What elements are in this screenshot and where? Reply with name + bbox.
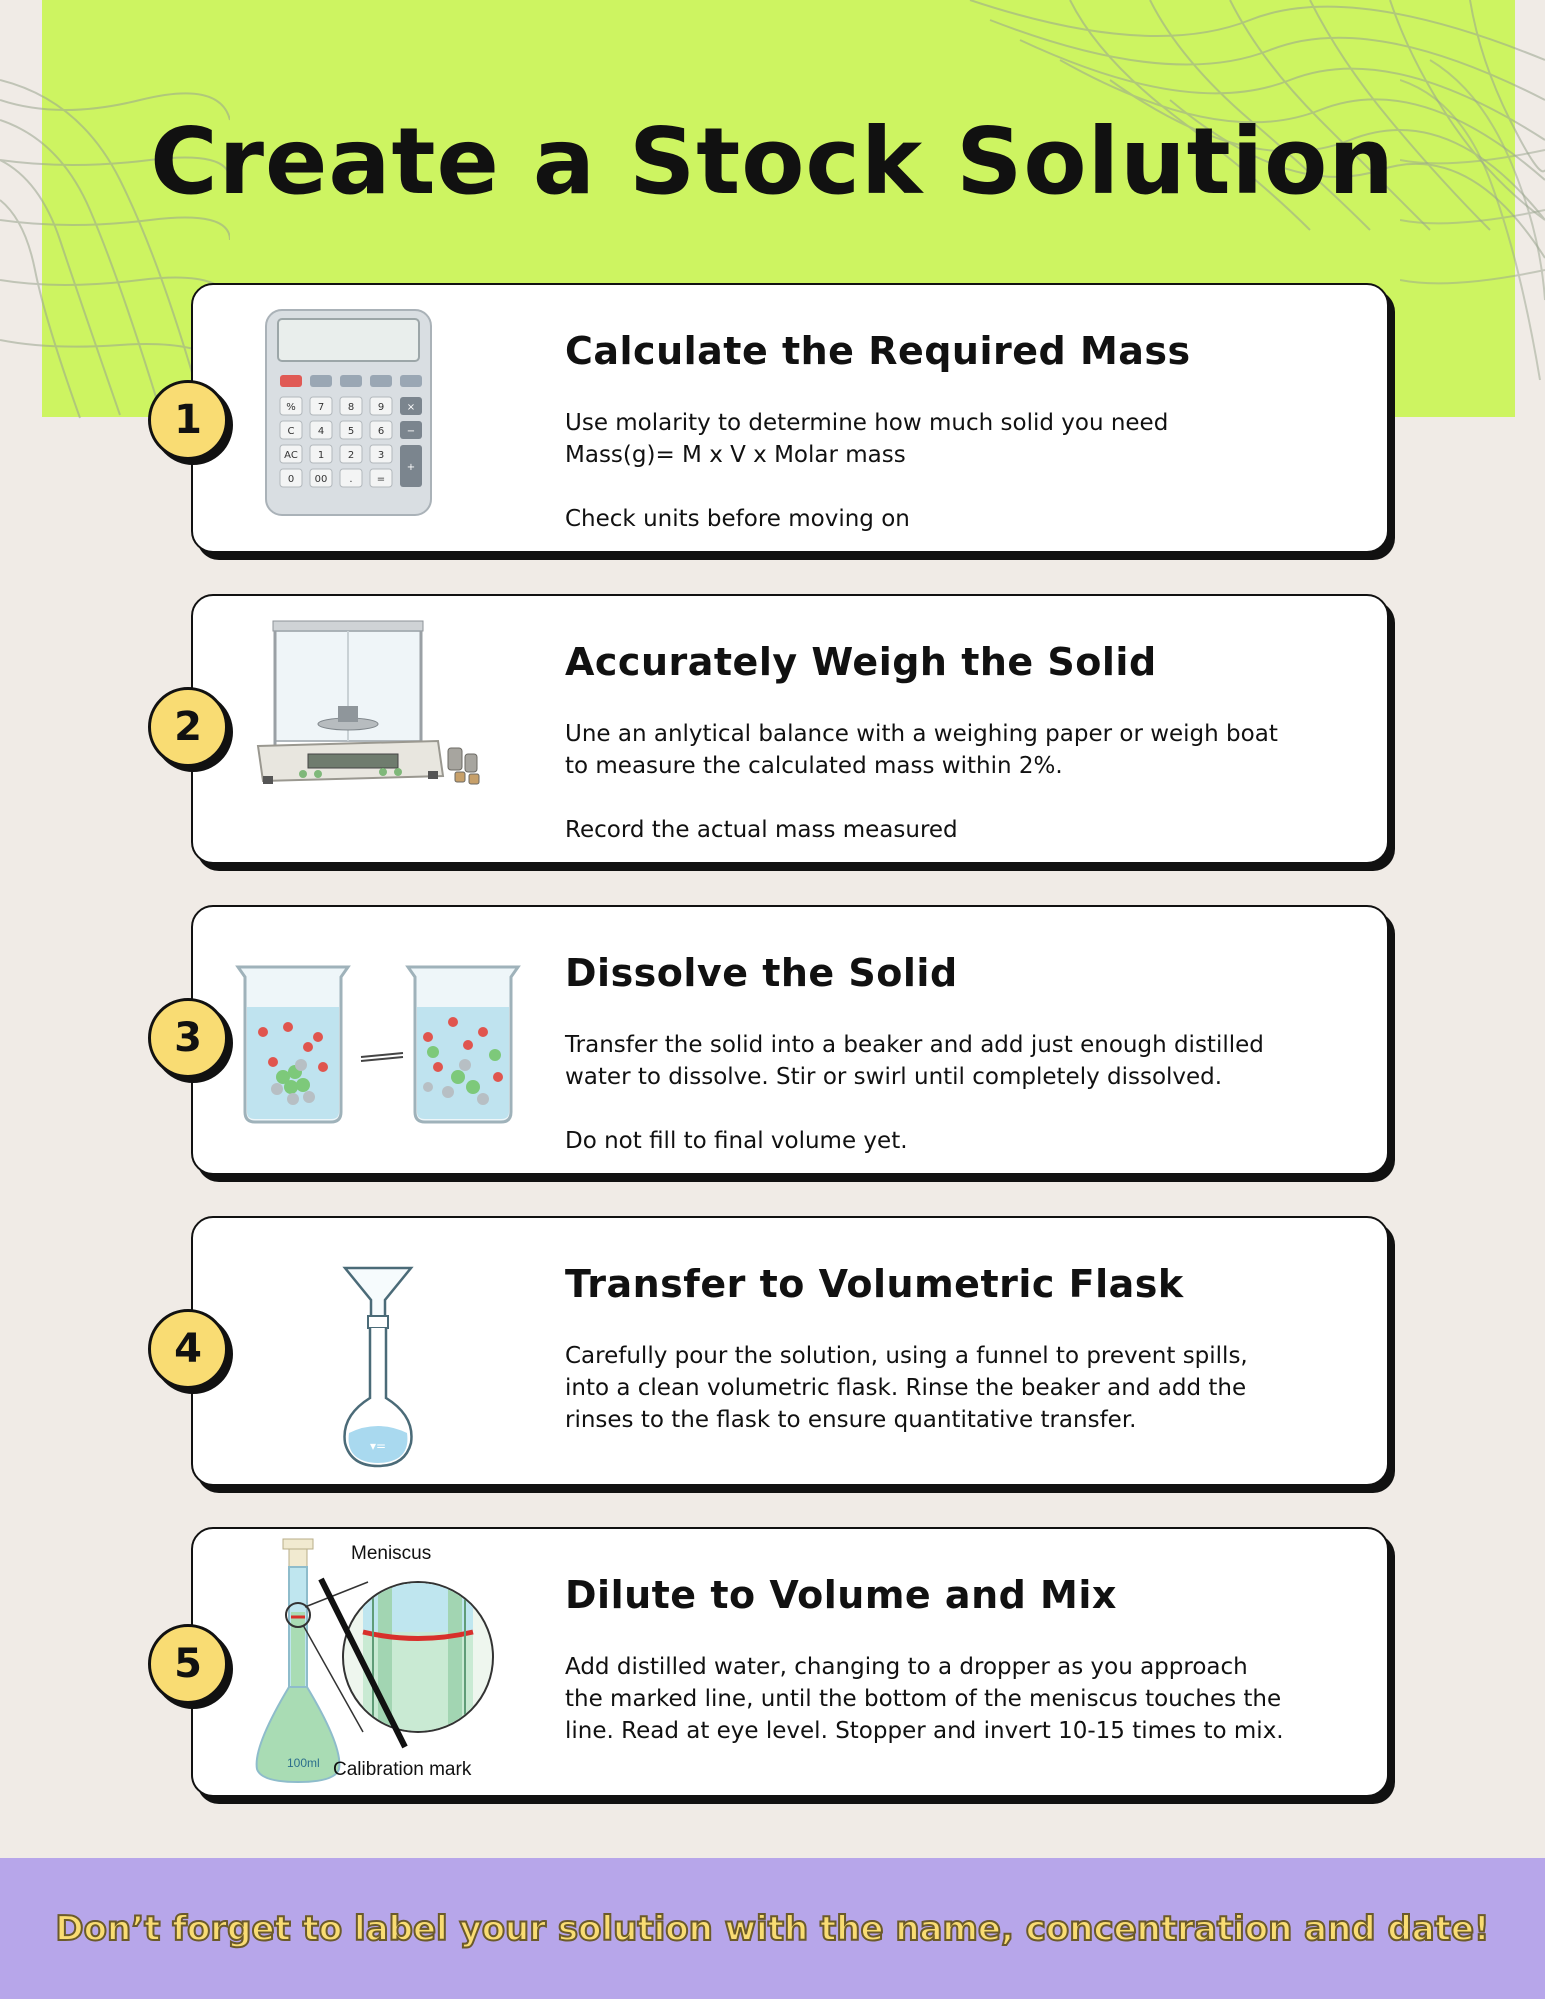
step-text-line: line. Read at eye level. Stopper and invert 10-15 times to mix.: [565, 1718, 1284, 1744]
analytical-balance-icon: [233, 616, 533, 846]
svg-text:−: −: [406, 426, 416, 437]
step-title: Transfer to Volumetric Flask: [565, 1262, 1184, 1306]
svg-text:1: 1: [317, 450, 325, 461]
step-number-badge-5: 5: [148, 1624, 228, 1704]
step-number-badge-4: 4: [148, 1309, 228, 1389]
step-number-badge-1: 1: [148, 380, 228, 460]
meniscus-label: Meniscus: [351, 1543, 432, 1564]
step-title: Dissolve the Solid: [565, 951, 958, 995]
svg-text:5: 5: [347, 426, 355, 437]
svg-text:6: 6: [377, 426, 385, 437]
step-title: Calculate the Required Mass: [565, 329, 1191, 373]
svg-text:4: 4: [317, 426, 325, 437]
step-title: Accurately Weigh the Solid: [565, 640, 1157, 684]
step-card-5: [191, 1527, 1389, 1797]
step-text-line: the marked line, until the bottom of the meniscus touches the: [565, 1686, 1282, 1712]
footer-banner: [0, 1858, 1545, 1999]
step-number-badge-3: 3: [148, 998, 228, 1078]
calculator-icon: [233, 305, 533, 535]
calibration-mark-label: Calibration mark: [333, 1759, 472, 1780]
svg-text:+: +: [406, 462, 416, 473]
step-text-line: into a clean volumetric flask. Rinse the beaker and add the: [565, 1375, 1247, 1401]
step-title: Dilute to Volume and Mix: [565, 1573, 1117, 1617]
step-note: Check units before moving on: [565, 506, 910, 532]
svg-text:C: C: [287, 426, 295, 437]
step-body: [565, 1340, 1355, 1436]
step-card-4: [191, 1216, 1389, 1486]
svg-text:3: 3: [377, 450, 385, 461]
svg-text:7: 7: [317, 402, 325, 413]
svg-text:.: .: [349, 474, 353, 485]
step-card-1: [191, 283, 1389, 553]
svg-text:AC: AC: [284, 450, 298, 461]
svg-text:8: 8: [347, 402, 355, 413]
step-text-line: Add distilled water, changing to a dropper as you approach: [565, 1654, 1248, 1680]
page-title: Create a Stock Solution: [150, 108, 1395, 215]
step-text-line: Transfer the solid into a beaker and add just enough distilled: [565, 1032, 1264, 1058]
svg-text:▾=: ▾=: [369, 1439, 387, 1453]
step-body: [565, 1029, 1355, 1157]
step-body: [565, 1651, 1355, 1747]
step-body: [565, 718, 1355, 846]
step-text-line: to measure the calculated mass within 2%.: [565, 753, 1063, 779]
beakers-dissolving-icon: [233, 927, 533, 1157]
step-text-line: rinses to the flask to ensure quantitative transfer.: [565, 1407, 1137, 1433]
svg-text:00: 00: [314, 474, 328, 485]
footer-reminder-text: Don’t forget to label your solution with the name, concentration and date!: [55, 1908, 1490, 1949]
step-card-3: [191, 905, 1389, 1175]
flask-volume-label: 100ml: [287, 1756, 320, 1770]
step-text-line: Carefully pour the solution, using a funnel to prevent spills,: [565, 1343, 1248, 1369]
step-body: [565, 407, 1355, 535]
step-text-line: Mass(g)= M x V x Molar mass: [565, 442, 906, 468]
svg-text:%: %: [286, 402, 296, 413]
step-number-badge-2: 2: [148, 687, 228, 767]
svg-text:0: 0: [287, 474, 295, 485]
step-text-line: water to dissolve. Stir or swirl until completely dissolved.: [565, 1064, 1223, 1090]
meniscus-flask-icon: [253, 1537, 553, 1787]
step-text-line: Une an anlytical balance with a weighing paper or weigh boat: [565, 721, 1278, 747]
step-text-line: Use molarity to determine how much solid you need: [565, 410, 1169, 436]
step-note: Do not fill to final volume yet.: [565, 1128, 908, 1154]
volumetric-flask-funnel-icon: [233, 1238, 533, 1468]
step-note: Record the actual mass measured: [565, 817, 958, 843]
svg-text:2: 2: [347, 450, 355, 461]
step-card-2: [191, 594, 1389, 864]
svg-text:9: 9: [377, 402, 385, 413]
svg-text:×: ×: [406, 402, 416, 413]
svg-text:=: =: [376, 474, 386, 485]
